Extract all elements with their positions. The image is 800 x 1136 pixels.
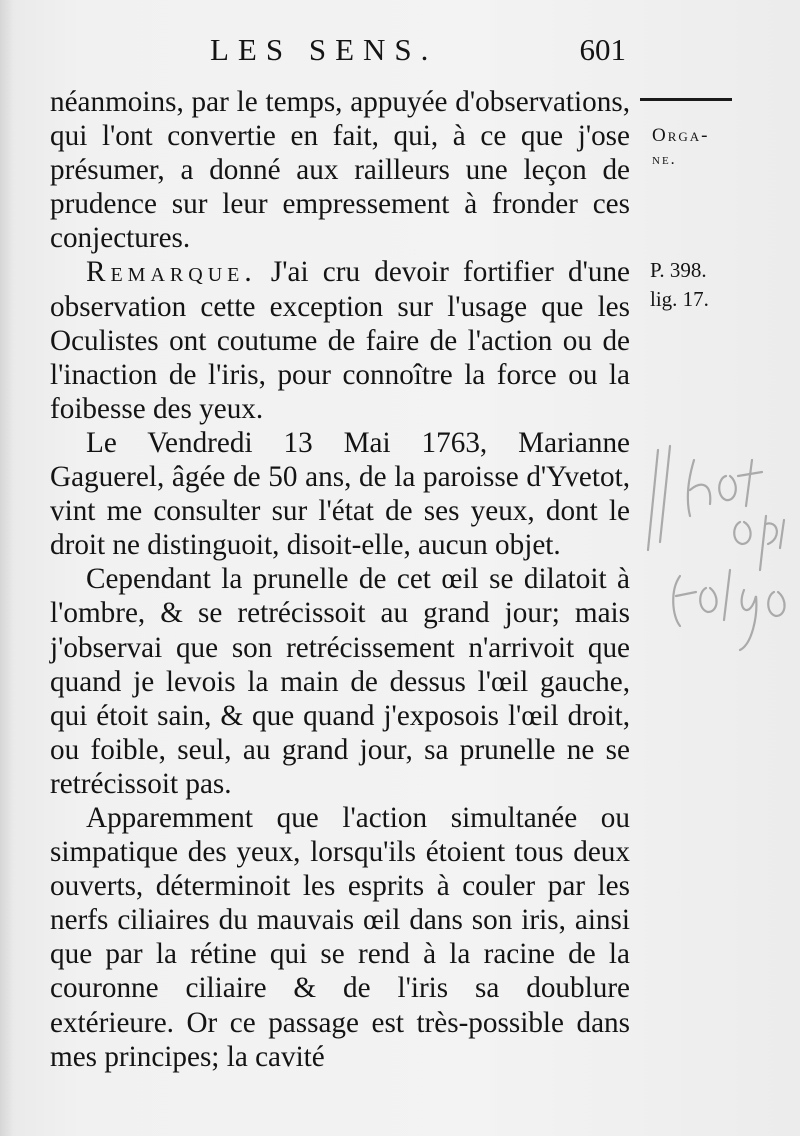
margin-heading-line: Orga- — [652, 125, 710, 146]
paragraph: néanmoins, par le temps, appuyée d'observations, qui l'ont convertie en fait, qui, à ce que j'ose présumer, a donné aux railleurs une leçon de prudence sur leur empressement à fronder ces conjectures. — [50, 86, 630, 255]
paragraph: Le Vendredi 13 Mai 1763, Marianne Gaguerel, âgée de 50 ans, de la paroisse d'Yvetot, vint me consulter sur l'état de ses yeux, dont le droit ne distinguoit, disoit-elle, aucun objet. — [50, 426, 630, 562]
gutter-shadow — [0, 0, 14, 1136]
margin-reference-page: P. 398. — [650, 258, 707, 282]
margin-reference-line: lig. 17. — [650, 287, 709, 311]
running-head: LES SENS. — [210, 32, 438, 67]
paragraph: Apparemment que l'action simultanée ou simpatique des yeux, lorsqu'ils étoient tous deux ouverts, déterminoit les esprits à couler par les nerfs ciliaires du mauvais œil dans son iris, ainsi que par la rétine qui se rend à la racine de la couronne ciliaire & de l'iris sa doublure extérieure. Or ce passage est très-possible dans mes principes; la cavité — [50, 801, 630, 1073]
page-number: 601 — [579, 32, 626, 67]
remark-lead: Remarque. — [86, 256, 257, 289]
margin-heading — [652, 124, 710, 172]
main-text — [50, 85, 630, 1074]
paragraph-text: J'ai cru devoir fortifier d'une observation cette exception sur l'usage que les Oculistes ont coutume de faire de l'action ou de l'inaction de l'iris, pour connoître la force ou la foibesse des yeux. — [50, 256, 630, 425]
pencil-annotation — [640, 420, 800, 660]
paragraph: Cependant la prunelle de cet œil se dilatoit à l'ombre, & se retrécissoit au grand jour; mais j'observai que son retrécissement n'arrivoit que quand je levois la main de dessus l'œil gauche, qui étoit sain, & que quand j'exposois l'œil droit, ou foible, seul, au grand jour, sa prunelle ne se retrécissoit pas. — [50, 563, 630, 800]
page-header — [50, 30, 630, 74]
margin-heading-line: ne. — [652, 151, 677, 168]
paragraph — [50, 255, 630, 425]
margin-rule — [640, 98, 732, 101]
margin-reference — [650, 256, 709, 314]
